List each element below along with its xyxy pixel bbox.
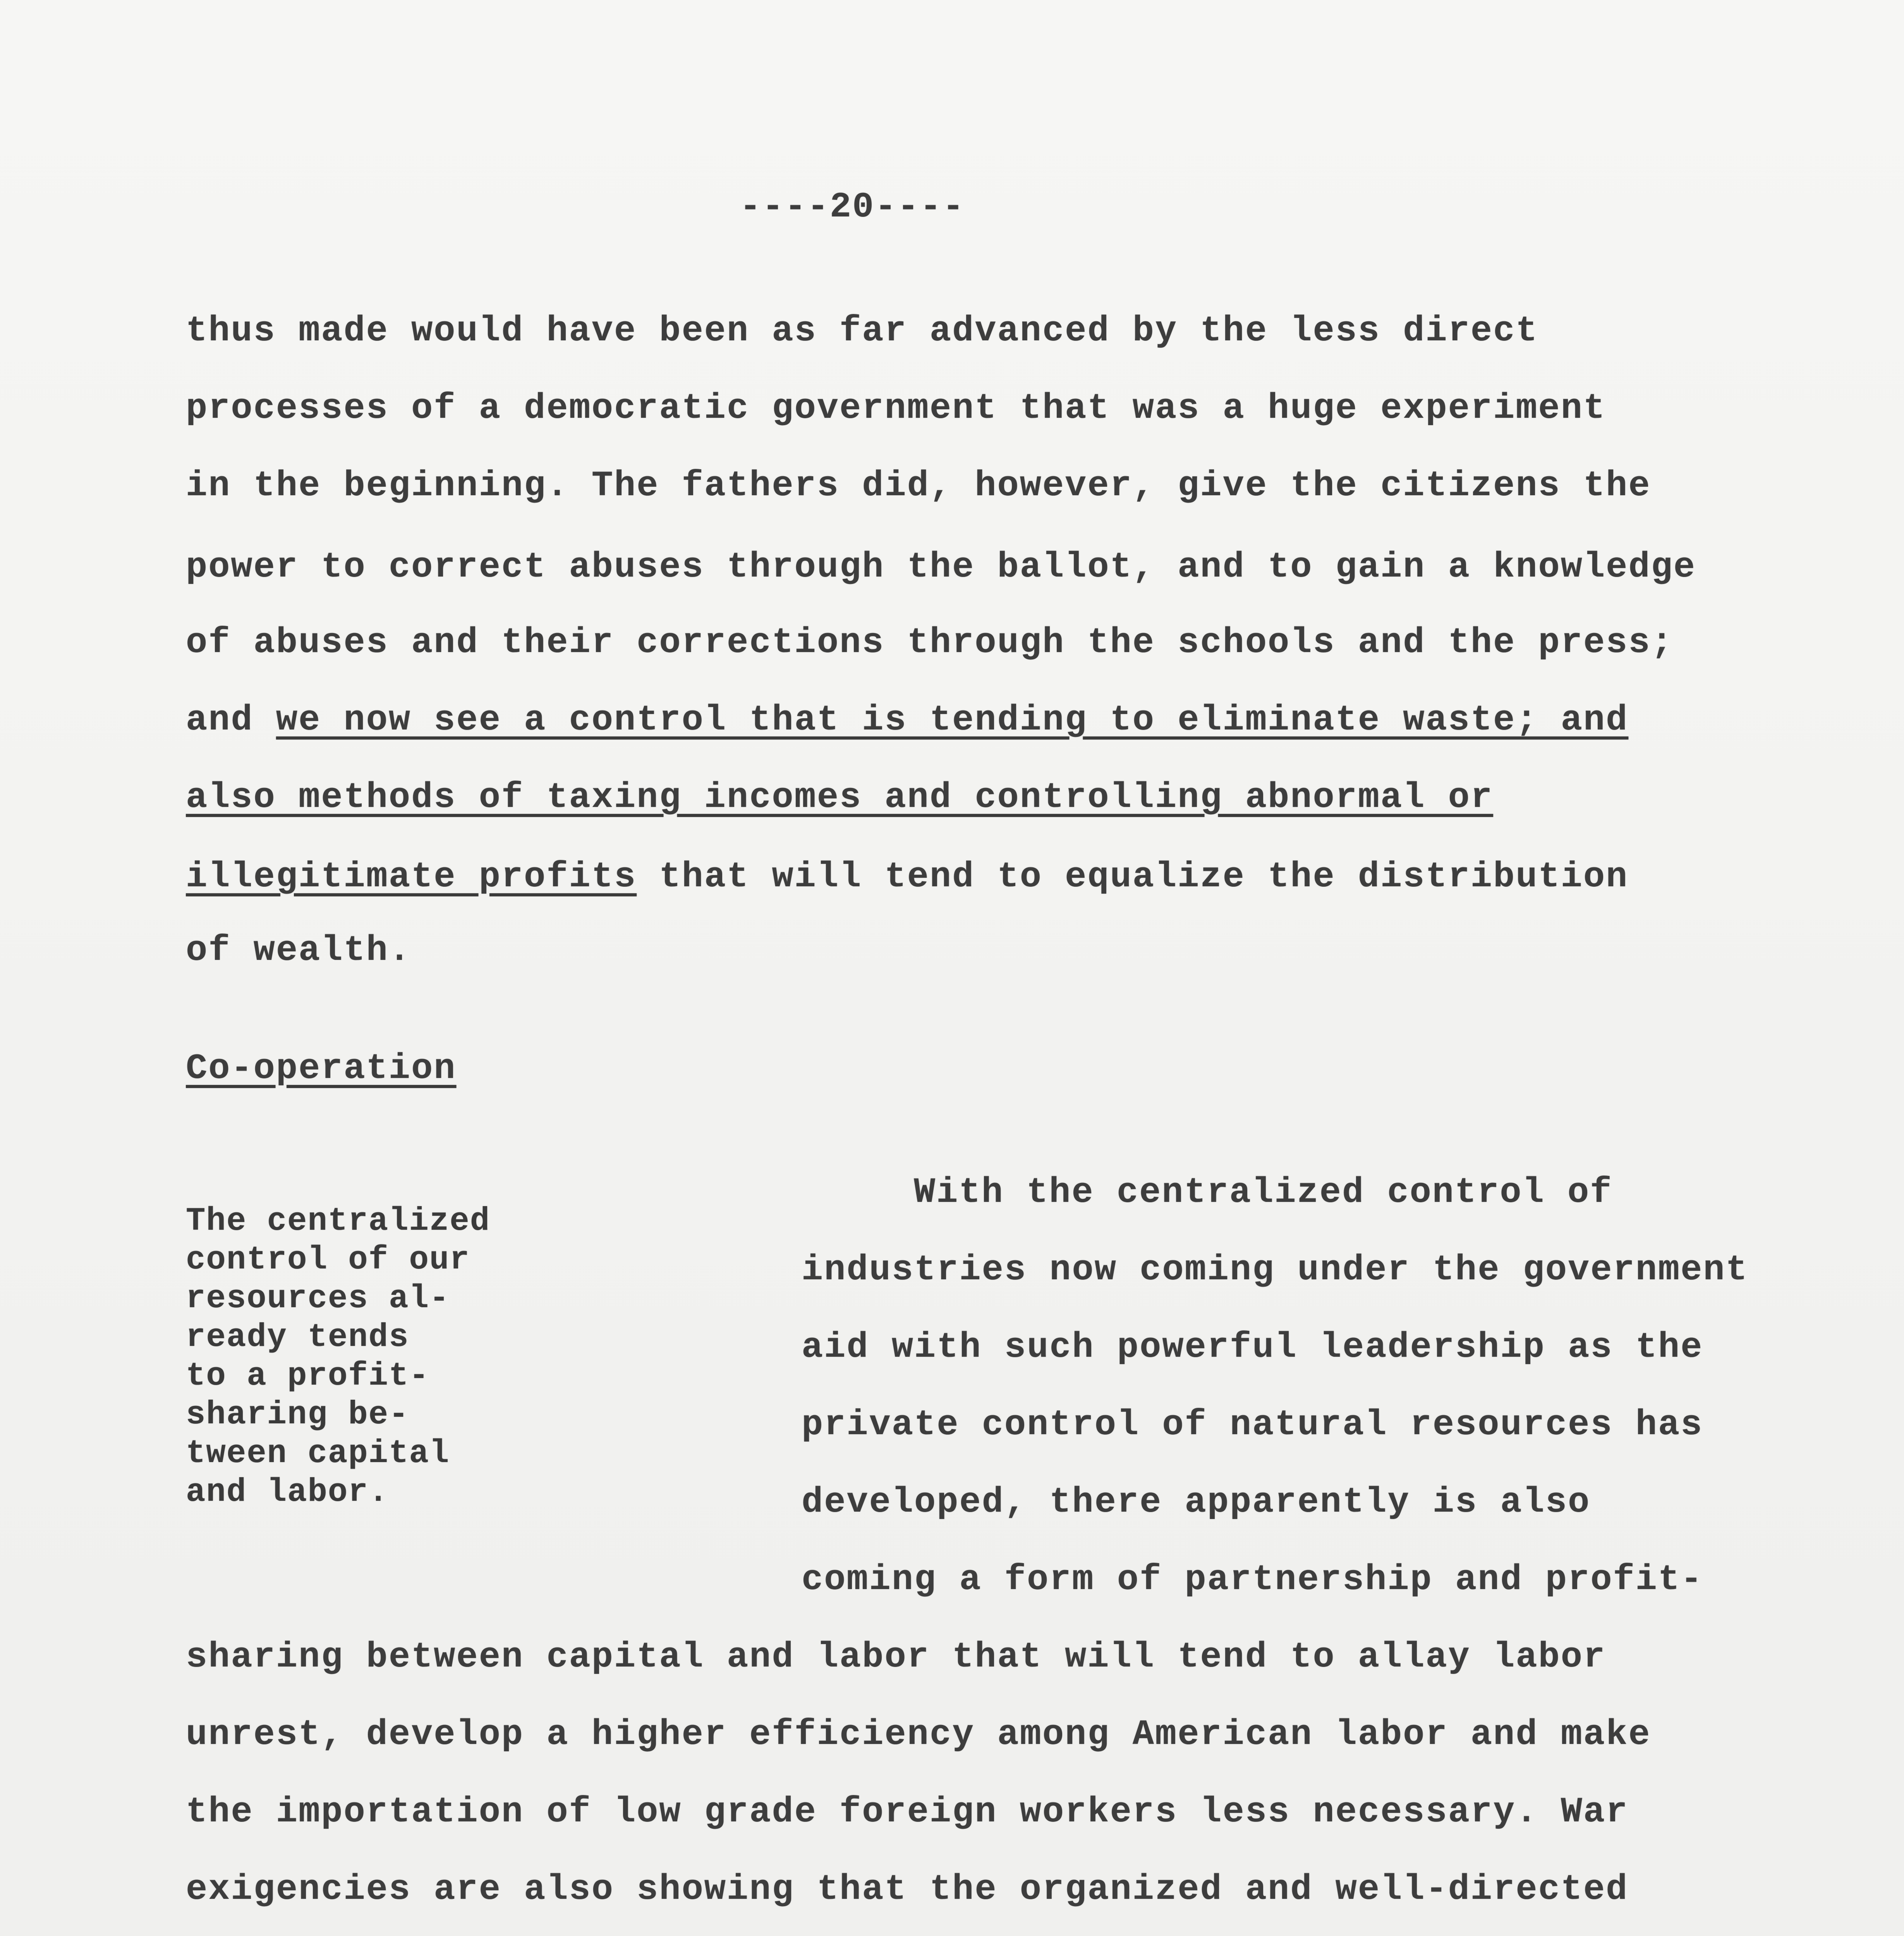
margin-note-line-3: resources al- <box>186 1280 450 1317</box>
paragraph-2-line-5: developed, there apparently is also <box>802 1482 1591 1522</box>
margin-note-line-2: control of our <box>186 1242 470 1279</box>
paragraph-2-line-3: aid with such powerful leadership as the <box>802 1327 1703 1368</box>
paragraph-1-line-9: of wealth. <box>186 930 412 971</box>
paragraph-2-line-2: industries now coming under the government <box>802 1249 1748 1290</box>
margin-note-line-6: sharing be- <box>186 1397 409 1433</box>
paragraph-1-line-6-text: and <box>186 700 276 740</box>
paragraph-2-line-10: exigencies are also showing that the organized and well-directed <box>186 1869 1629 1910</box>
underlined-passage: illegitimate profits <box>186 856 637 897</box>
margin-note <box>186 1202 565 1512</box>
paragraph-2-line-4: private control of natural resources has <box>802 1404 1703 1445</box>
page-number: ----20---- <box>740 187 965 227</box>
underlined-passage: we now see a control that is tending to eliminate waste; and <box>276 700 1629 740</box>
paragraph-1-line-8-text: that will tend to equalize the distribution <box>637 856 1629 897</box>
section-heading: Co-operation <box>186 1048 457 1089</box>
underlined-passage: also methods of taxing incomes and controlling abnormal or <box>186 777 1494 818</box>
paragraph-2-line-6: coming a form of partnership and profit- <box>802 1559 1703 1600</box>
paragraph-2-line-7: sharing between capital and labor that will tend to allay labor <box>186 1637 1606 1677</box>
paragraph-1-line-7 <box>186 776 1493 819</box>
paragraph-1-line-3: in the beginning. The fathers did, however, give the citizens the <box>186 465 1651 506</box>
paragraph-1-line-2: processes of a democratic government that was a huge experiment <box>186 388 1606 429</box>
paragraph-1-line-1: thus made would have been as far advanced by the less direct <box>186 311 1538 351</box>
paragraph-1-line-6 <box>186 699 1628 741</box>
paragraph-1-line-8 <box>186 856 1628 898</box>
paragraph-2-line-1: With the centralized control of <box>914 1172 1613 1213</box>
margin-note-line-4: ready tends <box>186 1319 409 1356</box>
paragraph-2-line-8: unrest, develop a higher efficiency among American labor and make <box>186 1714 1651 1755</box>
margin-note-line-7: tween capital <box>186 1435 450 1472</box>
margin-note-line-1: The centralized <box>186 1203 491 1240</box>
paragraph-1-line-5: of abuses and their corrections through the schools and the press; <box>186 622 1674 663</box>
paragraph-2-line-9: the importation of low grade foreign workers less necessary. War <box>186 1792 1629 1832</box>
margin-note-line-5: to a profit- <box>186 1358 429 1395</box>
paragraph-1-line-4: power to correct abuses through the ballot, and to gain a knowledge <box>186 547 1696 587</box>
margin-note-line-8: and labor. <box>186 1474 389 1511</box>
